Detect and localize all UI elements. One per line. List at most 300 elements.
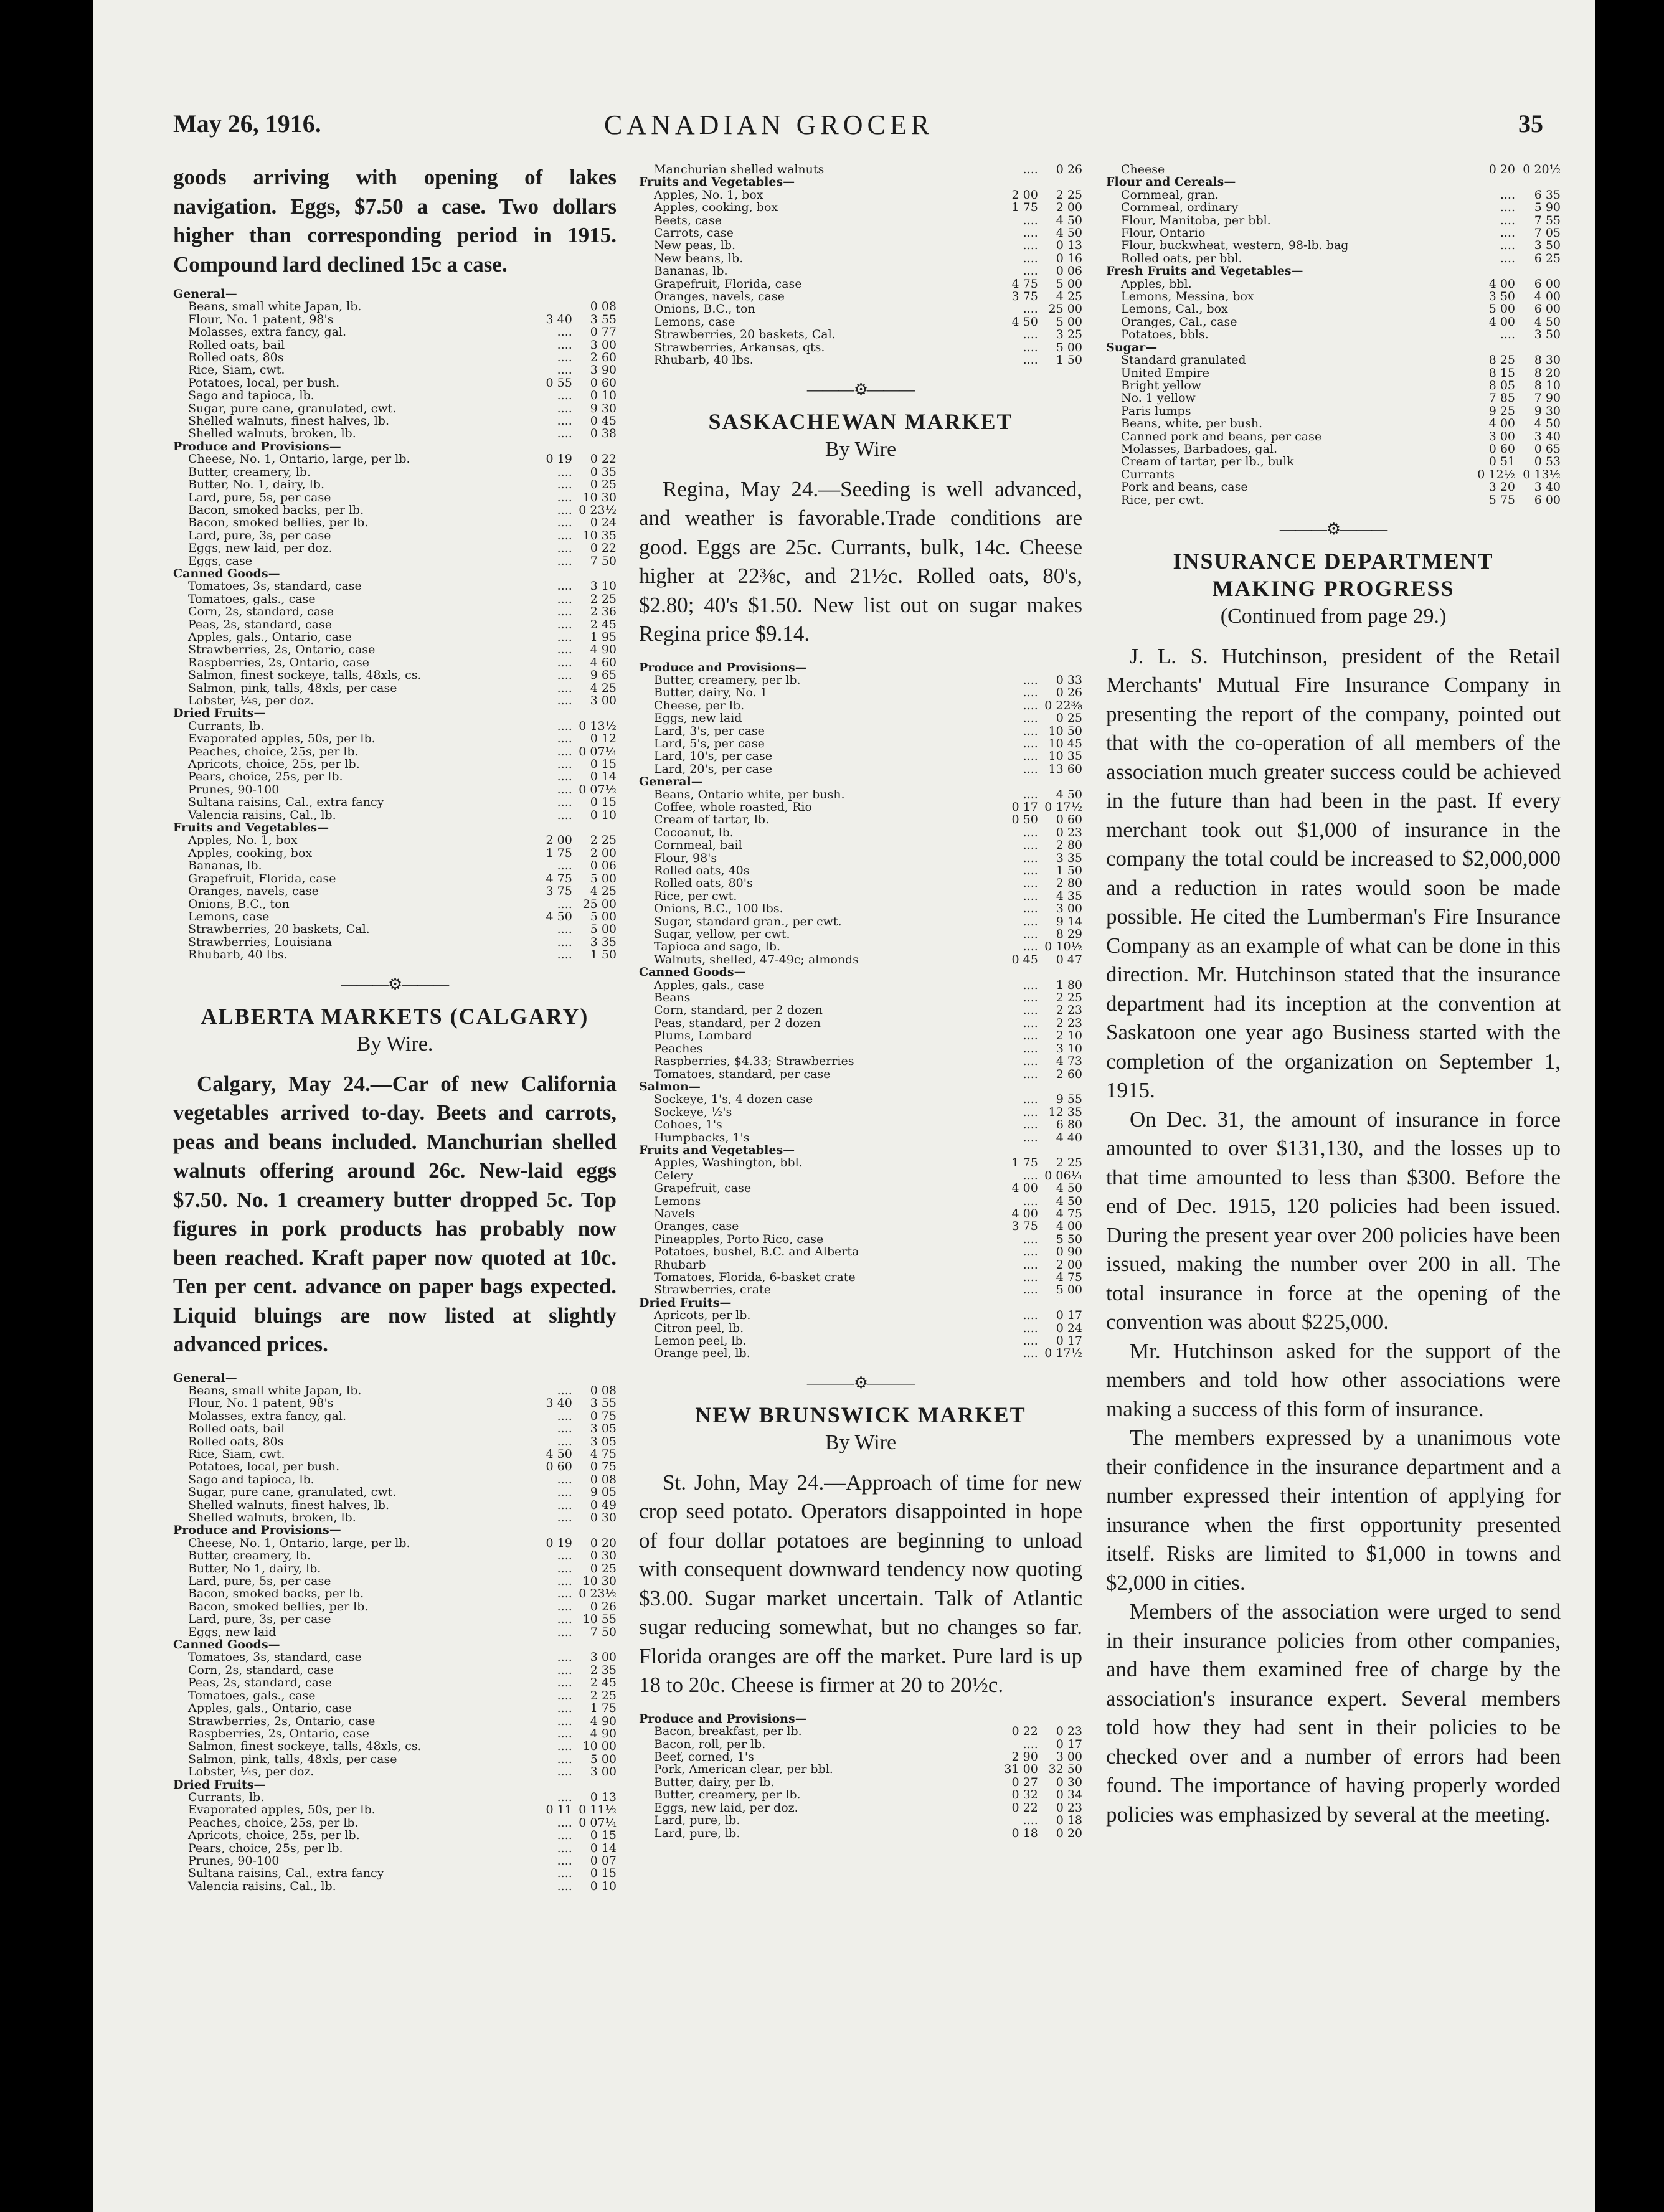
price-list-row xyxy=(1106,214,1561,227)
price-low: .... xyxy=(557,1486,572,1499)
price-high: 2 36 xyxy=(590,605,617,618)
price-list-section xyxy=(1106,341,1561,354)
price-low: .... xyxy=(1023,1335,1038,1348)
price-high: 4 90 xyxy=(590,1727,617,1741)
item-name: Beans, small white Japan, lb. xyxy=(188,1384,362,1397)
price-list-row xyxy=(173,516,617,529)
item-name: Eggs, new laid, per doz. xyxy=(188,542,333,555)
price-high: 0 14 xyxy=(590,770,617,783)
price-low: .... xyxy=(1023,1232,1038,1246)
price-list-row xyxy=(173,555,617,567)
price-list-row xyxy=(173,1575,617,1587)
price-high: 4 50 xyxy=(1056,1194,1082,1208)
price-low: .... xyxy=(557,656,572,669)
price-list-row xyxy=(1106,379,1561,392)
price-list-row xyxy=(173,1410,617,1422)
price-high: 0 22⅜ xyxy=(1044,699,1082,712)
price-high: 1 50 xyxy=(590,948,617,962)
item-name: Rolled oats, 40s xyxy=(654,864,750,877)
price-high: 0 35 xyxy=(590,465,617,479)
item-name: Onions, B.C., 100 lbs. xyxy=(654,902,783,915)
price-high: 0 08 xyxy=(590,300,617,313)
item-name: Lemons xyxy=(654,1194,701,1208)
price-low: .... xyxy=(1500,188,1515,202)
item-name: Rolled oats, bail xyxy=(188,1422,285,1435)
item-name: Potatoes, local, per bush. xyxy=(188,376,340,390)
item-name: Potatoes, local, per bush. xyxy=(188,1460,340,1473)
price-high: 0 24 xyxy=(590,516,617,529)
price-low: 0 22 xyxy=(1011,1725,1038,1738)
item-name: Lard, 10's, per case xyxy=(654,750,772,763)
item-name: Humpbacks, 1's xyxy=(654,1131,750,1144)
price-list-row xyxy=(1106,328,1561,341)
price-high: 3 00 xyxy=(1056,1751,1082,1764)
price-list-row xyxy=(639,1233,1082,1245)
price-high: 4 90 xyxy=(590,643,617,656)
article-heading-line-2: MAKING PROGRESS xyxy=(1212,575,1455,601)
price-list-row xyxy=(173,1715,617,1728)
price-high: 3 10 xyxy=(590,580,617,593)
item-name: Raspberries, 2s, Ontario, case xyxy=(188,656,370,669)
article-paragraph: Mr. Hutchinson asked for the support of the members and told how other associations were making a success of this form of insurance. xyxy=(1106,1338,1561,1421)
price-list-row xyxy=(173,415,617,427)
price-low: .... xyxy=(1023,673,1038,687)
price-list-row xyxy=(173,1753,617,1765)
price-list-row xyxy=(639,252,1082,265)
item-name: Cheese, No. 1, Ontario, large, per lb. xyxy=(188,453,410,466)
item-name: Bananas, lb. xyxy=(188,859,262,872)
price-low: .... xyxy=(1023,163,1038,176)
price-list-row xyxy=(639,201,1082,214)
price-list-row xyxy=(173,1829,617,1841)
section-label: Produce and Provisions— xyxy=(173,1524,341,1537)
price-list-row xyxy=(173,377,617,389)
market-report-text: Regina, May 24.—Seeding is well advanced, and weather is favorable.Trade conditions are good. Eggs are 25c. Currants, bulk, 14c. Cheese higher at 22⅜c, and 21½c. Rolled oats, 80's, $2.80; 40's $1.50. New list out on sugar makes Regina price $9.14. xyxy=(639,476,1082,646)
price-low: .... xyxy=(557,580,572,593)
price-list-row xyxy=(639,953,1082,966)
price-low: .... xyxy=(557,948,572,962)
section-label: Canned Goods— xyxy=(173,567,280,580)
price-high: 9 05 xyxy=(590,1486,617,1499)
item-name: Cornmeal, ordinary xyxy=(1121,201,1239,214)
price-low: .... xyxy=(557,402,572,415)
price-list-row xyxy=(173,453,617,465)
price-high: 5 00 xyxy=(590,872,617,886)
price-low: .... xyxy=(557,529,572,542)
price-high: 10 00 xyxy=(582,1740,617,1753)
price-low: 0 22 xyxy=(1011,1801,1038,1815)
item-name: Currants, lb. xyxy=(188,1790,265,1804)
price-list-row xyxy=(639,1814,1082,1827)
price-high: 0 07¼ xyxy=(579,1816,617,1830)
price-low: .... xyxy=(557,1689,572,1703)
item-name: Lard, 3's, per case xyxy=(654,724,765,737)
price-low: .... xyxy=(1023,839,1038,852)
section-subheading: By Wire xyxy=(825,1430,897,1454)
price-low: .... xyxy=(1023,1131,1038,1144)
price-list-row xyxy=(639,674,1082,686)
item-name: Sugar, pure cane, granulated, cwt. xyxy=(188,402,397,415)
price-high: 0 08 xyxy=(590,1473,617,1486)
price-low: .... xyxy=(1023,1169,1038,1183)
price-high: 5 00 xyxy=(590,923,617,936)
item-name: Flour, buckwheat, western, 98-lb. bag xyxy=(1121,239,1349,252)
item-name: Rhubarb, 40 lbs. xyxy=(188,948,288,962)
item-name: Lemons, Messina, box xyxy=(1121,290,1254,303)
price-high: 5 50 xyxy=(1056,1232,1082,1246)
price-high: 0 10 xyxy=(590,1879,617,1893)
price-list-row xyxy=(173,1855,617,1867)
price-low: .... xyxy=(1023,1067,1038,1080)
price-high: 0 20½ xyxy=(1523,163,1561,176)
price-list-row xyxy=(173,1676,617,1689)
item-name: No. 1 yellow xyxy=(1121,392,1196,405)
price-high: 4 25 xyxy=(1056,290,1082,303)
price-high: 0 26 xyxy=(1056,163,1082,176)
price-high: 0 25 xyxy=(590,478,617,491)
price-low: .... xyxy=(1023,1258,1038,1271)
item-name: Tomatoes, 3s, standard, case xyxy=(188,580,362,593)
item-name: Apricots, choice, 25s, per lb. xyxy=(188,1829,360,1842)
item-name: Strawberries, Arkansas, qts. xyxy=(654,341,825,354)
item-name: Apricots, per lb. xyxy=(654,1309,751,1322)
price-list-row xyxy=(173,605,617,618)
price-list-row xyxy=(639,712,1082,724)
section-subheading: By Wire. xyxy=(356,1032,433,1056)
price-low: .... xyxy=(1023,851,1038,864)
price-low: .... xyxy=(1500,239,1515,252)
price-list-section xyxy=(639,661,1082,674)
item-name: Lard, pure, 3s, per case xyxy=(188,529,331,542)
price-high: 0 06¼ xyxy=(1044,1169,1082,1183)
item-name: Grapefruit, case xyxy=(654,1182,752,1195)
item-name: Potatoes, bbls. xyxy=(1121,328,1209,341)
price-low: 5 75 xyxy=(1488,493,1515,506)
section-label: Salmon— xyxy=(639,1080,701,1094)
section-label: Fruits and Vegetables— xyxy=(639,1143,795,1157)
price-list-row xyxy=(639,1309,1082,1321)
item-name: Lobster, ¼s, per doz. xyxy=(188,694,314,707)
price-list-row xyxy=(639,1118,1082,1131)
price-high: 0 23½ xyxy=(579,1587,617,1600)
price-low: 4 00 xyxy=(1488,277,1515,291)
price-list-row xyxy=(173,1817,617,1829)
price-high: 8 30 xyxy=(1534,354,1561,367)
item-name: Apples, gals., Ontario, case xyxy=(188,630,352,644)
item-name: Manchurian shelled walnuts xyxy=(654,163,825,176)
item-name: Salmon, pink, talls, 48xls, per case xyxy=(188,1752,397,1766)
price-low: .... xyxy=(1023,928,1038,941)
price-high: 0 16 xyxy=(1056,252,1082,265)
price-list-row xyxy=(173,834,617,846)
price-high: 0 60 xyxy=(590,376,617,390)
price-high: 4 73 xyxy=(1056,1055,1082,1068)
price-list-section xyxy=(639,1297,1082,1309)
price-low: .... xyxy=(557,554,572,567)
price-low: 8 15 xyxy=(1488,366,1515,379)
price-high: 3 00 xyxy=(590,1651,617,1664)
price-list-section xyxy=(173,288,617,300)
price-high: 10 35 xyxy=(582,529,617,542)
article-paragraph: Members of the association were urged to send in their insurance policies from other companies, and have them examined free of charge by the association's insurance expert. Several members told how they had sent in their policies to be checked over and a number of errors had been found. The importance of having properly worded policies was emphasized by several at the meeting. xyxy=(1106,1599,1561,1827)
column-right xyxy=(1106,163,1561,1829)
item-name: Corn, standard, per 2 dozen xyxy=(654,1004,823,1017)
price-low: .... xyxy=(557,808,572,822)
price-list-row xyxy=(173,1690,617,1702)
price-high: 0 45 xyxy=(590,415,617,428)
price-high: 3 25 xyxy=(1056,328,1082,341)
price-low: .... xyxy=(1023,328,1038,341)
price-low: .... xyxy=(1023,1321,1038,1335)
price-low: .... xyxy=(557,503,572,517)
price-list-section xyxy=(173,567,617,580)
price-list-table xyxy=(639,661,1082,1360)
item-name: Pineapples, Porto Rico, case xyxy=(654,1232,824,1246)
price-high: 9 55 xyxy=(1056,1093,1082,1106)
item-name: Oranges, case xyxy=(654,1220,739,1233)
price-high: 2 80 xyxy=(1056,877,1082,890)
price-list-row xyxy=(173,1765,617,1778)
price-list-row xyxy=(1106,227,1561,239)
item-name: Apples, cooking, box xyxy=(654,201,778,214)
price-list-row xyxy=(1106,367,1561,379)
price-high: 1 50 xyxy=(1056,864,1082,877)
price-high: 25 00 xyxy=(582,897,617,910)
item-name: Potatoes, bushel, B.C. and Alberta xyxy=(654,1245,859,1259)
price-low: .... xyxy=(1023,902,1038,915)
section-heading: NEW BRUNSWICK MARKET xyxy=(695,1402,1026,1427)
item-name: Rolled oats, 80s xyxy=(188,1435,284,1448)
price-list-row xyxy=(639,725,1082,737)
section-subheading: By Wire xyxy=(825,437,897,461)
price-list-section xyxy=(173,1638,617,1651)
item-name: Eggs, case xyxy=(188,554,252,567)
price-high: 0 65 xyxy=(1534,442,1561,456)
price-list-row xyxy=(1106,430,1561,443)
price-high: 6 35 xyxy=(1534,188,1561,202)
price-low: .... xyxy=(557,465,572,479)
price-low: .... xyxy=(557,1651,572,1664)
price-list-row xyxy=(639,227,1082,239)
item-name: Butter, dairy, per lb. xyxy=(654,1775,775,1789)
price-high: 1 95 xyxy=(590,630,617,644)
price-low: .... xyxy=(557,605,572,618)
price-low: 0 51 xyxy=(1488,455,1515,468)
price-list-table xyxy=(639,163,1082,367)
price-list-row xyxy=(173,770,617,783)
price-list-row xyxy=(639,1029,1082,1042)
item-name: Onions, B.C., ton xyxy=(654,303,755,316)
item-name: Apples, Washington, bbl. xyxy=(654,1156,803,1170)
price-list-row xyxy=(1106,405,1561,417)
price-list-row xyxy=(639,1322,1082,1335)
price-low: 3 75 xyxy=(1011,1220,1038,1233)
price-low: .... xyxy=(557,1867,572,1880)
price-list-row xyxy=(639,1068,1082,1080)
section-label: Canned Goods— xyxy=(639,966,746,979)
item-name: Cream of tartar, per lb., bulk xyxy=(1121,455,1294,468)
item-name: Sago and tapioca, lb. xyxy=(188,1473,314,1486)
price-low: .... xyxy=(557,1879,572,1893)
article-paragraph: The members expressed by a unanimous vote their confidence in the insurance department and a number expressed their intention of applying for insurance when the first opportunity presented itself. Risks are limited to $1,000 in towns and $2,000 in cities. xyxy=(1106,1425,1561,1595)
price-high: 7 55 xyxy=(1534,214,1561,227)
price-list-row xyxy=(1106,481,1561,493)
price-high: 0 10 xyxy=(590,389,617,402)
price-high: 0 34 xyxy=(1056,1789,1082,1802)
item-name: Strawberries, crate xyxy=(654,1283,771,1297)
price-high: 0 13½ xyxy=(579,719,617,733)
price-low: .... xyxy=(1023,239,1038,252)
item-name: Standard granulated xyxy=(1121,354,1246,367)
price-list-row xyxy=(639,354,1082,366)
item-name: Pork, American clear, per bbl. xyxy=(654,1763,833,1776)
price-list-section xyxy=(173,1779,617,1791)
price-low: .... xyxy=(1023,1105,1038,1119)
price-high: 0 15 xyxy=(590,1867,617,1880)
price-list-row xyxy=(639,1763,1082,1775)
column-left xyxy=(173,163,617,1893)
price-high: 3 90 xyxy=(590,364,617,377)
price-low: .... xyxy=(557,643,572,656)
price-high: 9 14 xyxy=(1056,915,1082,929)
price-list-row xyxy=(639,839,1082,851)
price-high: 0 30 xyxy=(590,1511,617,1524)
price-list-row xyxy=(173,643,617,656)
item-name: Salmon, finest sockeye, talls, 48xls, cs. xyxy=(188,1740,422,1753)
price-low: .... xyxy=(557,1511,572,1524)
price-high: 2 00 xyxy=(1056,201,1082,214)
item-name: Canned pork and beans, per case xyxy=(1121,430,1322,443)
price-high: 2 45 xyxy=(590,1676,617,1690)
price-list-row xyxy=(639,1055,1082,1067)
price-list-row xyxy=(173,1448,617,1460)
price-low: .... xyxy=(1500,201,1515,214)
item-name: Valencia raisins, Cal., lb. xyxy=(188,808,336,822)
price-list-row xyxy=(639,214,1082,227)
price-high: 10 35 xyxy=(1048,750,1082,763)
price-low: .... xyxy=(557,935,572,949)
price-list-section xyxy=(639,1144,1082,1156)
ornament-divider: ———⚙——— xyxy=(806,1373,915,1392)
item-name: Tapioca and sago, lb. xyxy=(654,940,781,953)
price-high: 0 75 xyxy=(590,1409,617,1423)
item-name: Peas, 2s, standard, case xyxy=(188,618,332,631)
price-high: 3 50 xyxy=(1534,239,1561,252)
price-low: .... xyxy=(1023,1245,1038,1259)
price-high: 0 25 xyxy=(590,1562,617,1576)
price-low: .... xyxy=(557,1663,572,1677)
price-high: 0 15 xyxy=(590,1829,617,1842)
price-high: 0 17½ xyxy=(1044,800,1082,814)
item-name: Shelled walnuts, broken, lb. xyxy=(188,427,356,440)
price-low: .... xyxy=(1023,1271,1038,1284)
item-name: Eggs, new laid xyxy=(188,1625,277,1639)
price-list-row xyxy=(639,1283,1082,1296)
price-low: .... xyxy=(557,1765,572,1779)
price-list-row xyxy=(173,313,617,326)
price-list-row xyxy=(639,979,1082,991)
price-list-row xyxy=(173,720,617,732)
item-name: Butter, dairy, No. 1 xyxy=(654,686,768,699)
price-high: 0 23 xyxy=(1056,1801,1082,1815)
price-high: 1 50 xyxy=(1056,354,1082,367)
price-list-row xyxy=(173,542,617,554)
item-name: Bacon, smoked bellies, per lb. xyxy=(188,1600,369,1614)
price-list-row xyxy=(173,758,617,770)
price-list-row xyxy=(639,1738,1082,1751)
price-high: 5 00 xyxy=(590,1752,617,1766)
price-high: 2 60 xyxy=(1056,1067,1082,1080)
price-list-row xyxy=(1106,189,1561,201)
price-list-row xyxy=(173,1384,617,1397)
price-high: 4 40 xyxy=(1056,1131,1082,1144)
item-name: Carrots, case xyxy=(654,227,734,240)
price-list-row xyxy=(639,801,1082,813)
price-high: 0 17½ xyxy=(1044,1347,1082,1360)
item-name: Navels xyxy=(654,1207,695,1221)
price-list-row xyxy=(173,809,617,821)
price-high: 0 17 xyxy=(1056,1737,1082,1751)
price-list-row xyxy=(1106,290,1561,303)
price-list-row xyxy=(1106,252,1561,265)
item-name: Rice, Siam, cwt. xyxy=(188,1447,285,1461)
price-low: 4 75 xyxy=(1011,277,1038,291)
price-high: 9 30 xyxy=(590,402,617,415)
market-report-text: St. John, May 24.—Approach of time for new crop seed potato. Operators disappointed in hope of four dollar potatoes are beginning to unload with consequent downward tendency now quoting $3.00. Sugar market uncertain. Talk of Atlantic sugar reducing somewhat, but no changes so far. Florida oranges are off the market. Pure lard is up 18 to 20c. Cheese is firmer at 20 to 20½c. xyxy=(639,1470,1082,1698)
price-list-row xyxy=(639,328,1082,341)
price-high: 0 12 xyxy=(590,732,617,745)
price-high: 32 50 xyxy=(1048,1763,1082,1776)
item-name: Bacon, roll, per lb. xyxy=(654,1737,766,1751)
price-high: 7 50 xyxy=(590,1625,617,1639)
price-low: 0 12½ xyxy=(1477,468,1515,481)
price-list-row xyxy=(173,872,617,885)
price-list-row xyxy=(1106,303,1561,315)
item-name: Beans, Ontario white, per bush. xyxy=(654,788,845,801)
price-low: .... xyxy=(1023,762,1038,776)
price-list-row xyxy=(173,1791,617,1803)
price-high: 0 15 xyxy=(590,758,617,771)
price-high: 4 00 xyxy=(1534,290,1561,303)
item-name: Bananas, lb. xyxy=(654,265,728,278)
price-high: 4 75 xyxy=(590,1447,617,1461)
price-high: 2 10 xyxy=(1056,1029,1082,1042)
price-list-row xyxy=(639,788,1082,801)
article-paragraph: On Dec. 31, the amount of insurance in force amounted to over $131,130, and the losses up to that time amounted to less than $300. Before the end of Dec. 1915, 120 policies had been issued. During the present year over 200 policies have been issued, making the number over 200 in all. The total insurance in force at the opening of the convention was about $225,000. xyxy=(1106,1107,1561,1335)
price-list-row xyxy=(639,1271,1082,1283)
section-heading: SASKACHEWAN MARKET xyxy=(708,409,1013,434)
item-name: Lemons, case xyxy=(188,910,270,924)
price-high: 3 05 xyxy=(590,1422,617,1435)
price-list-row xyxy=(639,1789,1082,1801)
price-low: 3 50 xyxy=(1488,290,1515,303)
item-name: Cornmeal, bail xyxy=(654,839,742,852)
item-name: Lemons, case xyxy=(654,315,735,329)
price-list-row xyxy=(1106,455,1561,468)
price-low: .... xyxy=(557,796,572,809)
price-low: .... xyxy=(557,1816,572,1830)
price-low xyxy=(528,300,572,313)
price-low: .... xyxy=(557,1752,572,1766)
price-list-row xyxy=(639,1220,1082,1232)
price-list-row xyxy=(173,1880,617,1893)
item-name: Peaches, choice, 25s, per lb. xyxy=(188,1816,359,1830)
item-name: Strawberries, 2s, Ontario, case xyxy=(188,1714,376,1728)
item-name: Salmon, pink, talls, 48xls, per case xyxy=(188,681,397,694)
item-name: Cocoanut, lb. xyxy=(654,826,734,839)
price-list-row xyxy=(639,686,1082,699)
price-high: 4 50 xyxy=(1056,1182,1082,1195)
